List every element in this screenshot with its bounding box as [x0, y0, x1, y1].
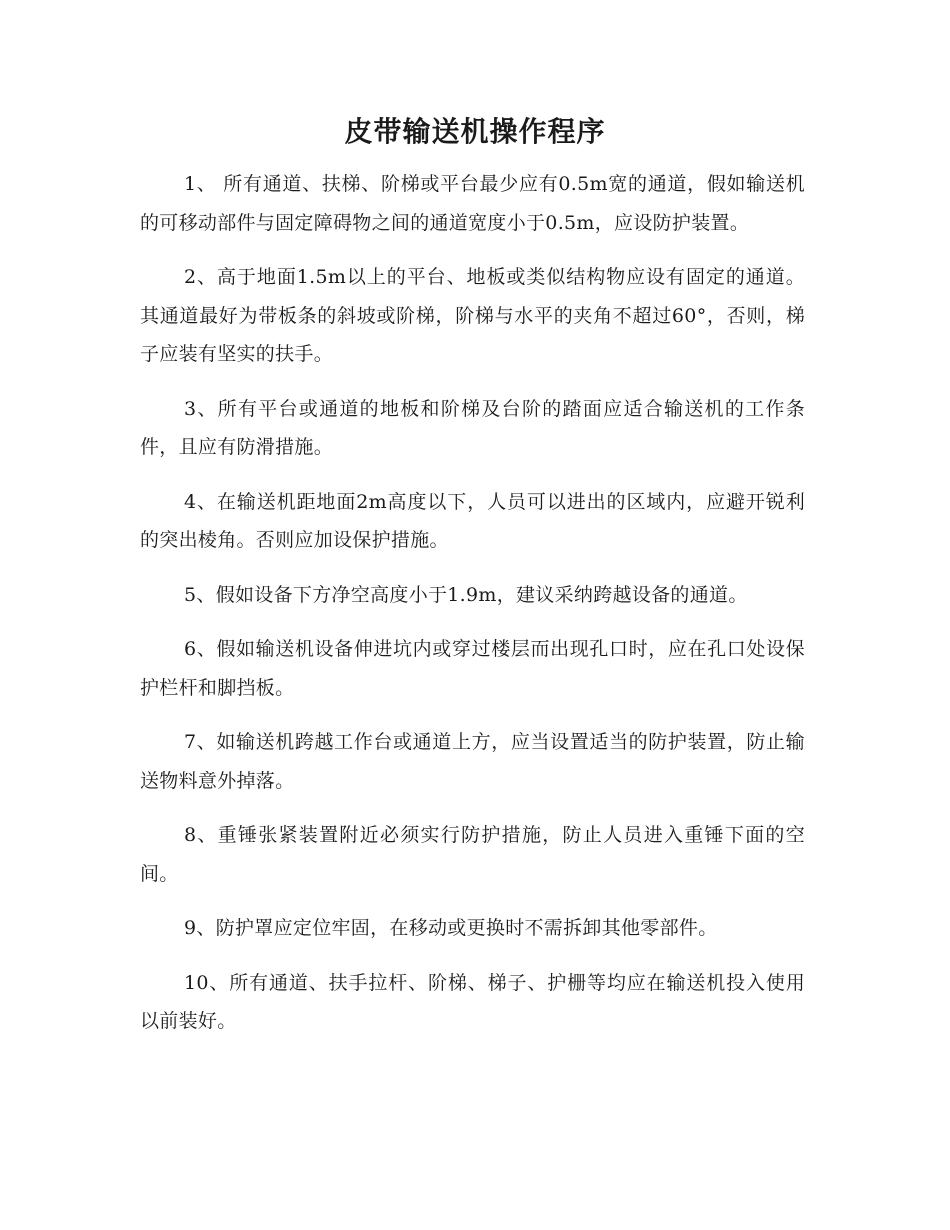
paragraph-7: 7、如输送机跨越工作台或通道上方，应当设置适当的防护装置，防止输送物料意外掉落。 — [140, 731, 805, 792]
paragraph-10: 10、所有通道、扶手拉杆、阶梯、梯子、护栅等均应在输送机投入使用以前装好。 — [140, 971, 805, 1032]
paragraph-3: 3、所有平台或通道的地板和阶梯及台阶的踏面应适合输送机的工作条件，且应有防滑措施。 — [140, 397, 805, 458]
document-body — [140, 165, 805, 1057]
paragraph-2: 2、高于地面1.5m以上的平台、地板或类似结构物应设有固定的通道。其通道最好为带板条的斜坡或阶梯，阶梯与水平的夹角不超过60°，否则，梯子应装有坚实的扶手。 — [140, 266, 805, 365]
paragraph-4: 4、在输送机距地面2m高度以下，人员可以进出的区域内，应避开锐利的突出棱角。否则应加设保护措施。 — [140, 490, 805, 551]
paragraph-6: 6、假如输送机设备伸进坑内或穿过楼层而出现孔口时，应在孔口处设保护栏杆和脚挡板。 — [140, 638, 805, 699]
page-title: 皮带输送机操作程序 — [344, 115, 606, 148]
paragraph-8: 8、重锤张紧装置附近必须实行防护措施，防止人员进入重锤下面的空间。 — [140, 824, 805, 885]
paragraph-1: 1、 所有通道、扶梯、阶梯或平台最少应有0.5m宽的通道，假如输送机的可移动部件与固定障碍物之间的通道宽度小于0.5m，应设防护装置。 — [140, 173, 805, 234]
paragraph-9: 9、防护罩应定位牢固，在移动或更换时不需拆卸其他零部件。 — [184, 917, 718, 939]
paragraph-5: 5、假如设备下方净空高度小于1.9m，建议采纳跨越设备的通道。 — [184, 583, 748, 606]
